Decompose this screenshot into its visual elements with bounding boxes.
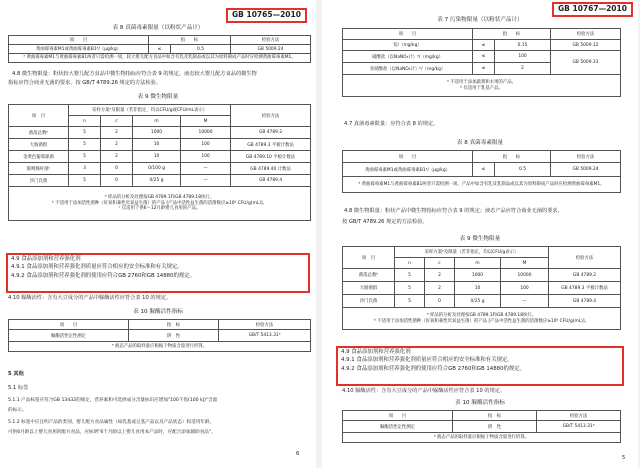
- table-cell: 1000: [133, 127, 181, 139]
- table-header-cell: 指 标: [453, 411, 537, 421]
- clause-4-9-heading: 4.9 食品添加剂和营养强化剂: [11, 256, 81, 262]
- table-header-cell: 检验方法: [231, 105, 311, 127]
- table-cell: ≤: [473, 63, 495, 75]
- table-header-cell: 采样方案ᵃ及限量（若非指定，均以CFU/g表示）: [395, 247, 549, 258]
- highlight-box-4-9: [336, 346, 624, 386]
- table-cell: 2: [495, 63, 551, 75]
- table-cell: GB/T 5413.31ᵃ: [219, 330, 311, 342]
- highlight-box-4-9: [6, 253, 310, 293]
- page-number: 5: [622, 455, 626, 461]
- right-page: [322, 0, 638, 468]
- table-cell: GB 4789.4: [549, 295, 621, 308]
- clause-4-8-line2: 指标应符合商业无菌的要求，按 GB/T 4789.26 规定的方法检验。: [8, 80, 162, 86]
- table-cell: GB 4789.2: [549, 269, 621, 282]
- table-cell: 大肠菌群: [9, 139, 69, 151]
- table-cell: 黄曲霉毒素M1或黄曲霉毒素B1ᵃ/（μg/kg）: [9, 45, 149, 54]
- table-header-cell: M: [181, 116, 231, 127]
- table-row: [9, 163, 311, 175]
- table-note: ᵃ 液态产品的取样量应根据干物质含量进行折算。: [9, 342, 311, 352]
- table-cell: ≤: [473, 163, 495, 177]
- left-page: [0, 0, 316, 468]
- table-cell: 2: [425, 282, 455, 295]
- table-cell: 2: [101, 127, 133, 139]
- table-cell: 脲酶活性定性测定: [9, 330, 129, 342]
- table-cell: —: [181, 175, 231, 187]
- table-header-cell: M: [501, 258, 549, 269]
- table10-caption: 表 10 脲酶活性指标: [455, 400, 505, 406]
- clause-4-8-line1: 4.8 微生物限量：粉状较大婴儿配方食品中微生物指标应符合表 9 的规定，液态较大婴儿配方食品的微生物: [12, 71, 257, 77]
- table-header-cell: 项 目: [9, 105, 69, 127]
- table-cell: —: [501, 295, 549, 308]
- table-cell: GB 4789.2: [231, 127, 311, 139]
- table-header-cell: 检验方法: [537, 411, 621, 421]
- clause-5-1: 5.1 标签: [8, 385, 29, 391]
- table-header-cell: 指 标: [129, 320, 219, 330]
- table-header-cell: n: [69, 116, 101, 127]
- table-cell: 硝酸盐（以NaNO₃计）ᵃ/（mg/kg）: [343, 51, 473, 63]
- table-row: [9, 127, 311, 139]
- table-cell: 脲酶活性定性测定: [343, 421, 453, 433]
- table-note: ᵃ 不适用于添加蔬菜和水果的产品。: [447, 79, 516, 85]
- table-header-cell: 检验方法: [219, 320, 311, 330]
- table-header-cell: n: [395, 258, 425, 269]
- clause-4-9-heading: 4.9 食品添加剂和营养强化剂: [341, 349, 411, 355]
- table-note: ᵃ 液态产品的取样量应根据干物质含量进行折算。: [343, 433, 621, 443]
- clause-4-9-2: 4.9.2 食品添加剂和营养强化剂的使用应符合GB 2760和GB 14880的规定。: [11, 272, 196, 279]
- table-note: ᶜ 仅适用于供6～12月龄婴儿食用的产品。: [118, 206, 201, 212]
- table-cell: 5: [69, 139, 101, 151]
- table-cell: GB 5009.12: [551, 40, 621, 51]
- table-cell: GB 4789.40 计数法: [231, 163, 311, 175]
- table-header-cell: m: [133, 116, 181, 127]
- table-cell: ≤: [473, 40, 495, 51]
- standard-number-badge: GB 10765—2010: [226, 8, 307, 23]
- table7-caption: 表 7 污染物限量（以粉状产品计）: [437, 17, 523, 23]
- table-header-cell: 指 标: [473, 29, 551, 40]
- table-cell: 0/100 g: [133, 163, 181, 175]
- table-header-cell: 项 目: [343, 29, 473, 40]
- clause-4-10: 4.10 脲酶活性：含有大豆成分的产品中脲酶活性应符合表 10 的规定。: [8, 295, 172, 301]
- table-cell: 0: [101, 163, 133, 175]
- table-row: [343, 282, 621, 295]
- clause-4-7: 4.7 真菌毒素限量：应符合表 8 的规定。: [344, 121, 439, 127]
- table9-caption: 表 9 微生物限量: [137, 94, 179, 100]
- table-cell: 0/25 g: [455, 295, 501, 308]
- table-cell: 10: [455, 282, 501, 295]
- table9: [8, 104, 311, 221]
- table-cell: GB 5009.24: [231, 45, 311, 54]
- table-row: [343, 40, 621, 51]
- table-notes: [9, 187, 311, 221]
- table-cell: 2: [425, 269, 455, 282]
- table-cell: 0: [425, 295, 455, 308]
- table8: [8, 35, 311, 63]
- table-header-cell: 项 目: [343, 151, 473, 163]
- table-cell: 5: [69, 127, 101, 139]
- table-header-cell: 采样方案ᵃ及限量（若非指定，均以CFU/g或CFU/mL表示）: [69, 105, 231, 116]
- table-cell: 0: [101, 175, 133, 187]
- section-5-heading: 5 其他: [8, 371, 24, 377]
- table-cell: 大肠菌群: [343, 282, 395, 295]
- table-header-cell: 项 目: [343, 411, 453, 421]
- table-note: ᵃ 黄曲霉毒素M1与黄曲霉毒素B1两者只需检测一项，产品中如含有乳及乳制品或以其为原料制成产品时应检测黄曲霉毒素M1。: [343, 177, 621, 193]
- table-note: ᵃ 样品的分析及处理按GB 4789.1和GB 4789.18执行。: [104, 194, 215, 200]
- table-cell: GB 5009.33: [551, 51, 621, 75]
- clause-4-9-1: 4.9.1 食品添加剂和营养强化剂质量应符合相应的安全标准和有关规定。: [341, 357, 513, 364]
- table-cell: 5: [395, 269, 425, 282]
- table-note: ᵇ 仅适用于乳基产品。: [460, 85, 503, 91]
- table-cell: ≤: [473, 51, 495, 63]
- table-cell: 10000: [501, 269, 549, 282]
- table-cell: GB/T 5413.31ᵃ: [537, 421, 621, 433]
- table8-caption: 表 8 真菌毒素限量: [456, 140, 504, 146]
- table-row: [343, 269, 621, 282]
- table-note: ᵇ 不适用于添加活性菌种（好氧和兼性厌氧益生菌）的产品 [产品中活性益生菌的活菌数应≥10⁶ CFU/g(mL)]。: [374, 318, 589, 324]
- clause-5-1-2-line1: 5.1.2 标签中应注明产品的类别、婴儿配方食品属性（如乳基或豆基产品以及产品状态）和适用年龄。: [8, 420, 215, 425]
- table-header-cell: c: [425, 258, 455, 269]
- table-cell: 阴 性: [129, 330, 219, 342]
- table-cell: GB 4789.10 平板计数法: [231, 151, 311, 163]
- table-cell: 0.15: [495, 40, 551, 51]
- table-cell: GB 4789.3 平板计数法: [231, 139, 311, 151]
- table-cell: GB 4789.4: [231, 175, 311, 187]
- table8: [342, 150, 621, 193]
- table-notes: [343, 75, 621, 97]
- clause-5-1-1-line1: 5.1.1 产品标签应符合GB 13432的规定，营养素和可选择成分含量标识应增加"100千焦(100 kJ)"含量: [8, 398, 218, 403]
- table-cell: 5: [395, 282, 425, 295]
- table-cell: 10000: [181, 127, 231, 139]
- table-cell: 菌落总数ᵇ: [9, 127, 69, 139]
- clause-4-8-line1: 4.8 微生物限量：粉状产品中微生物指标应符合表 9 的规定；液态产品应符合商业无菌的要求，: [344, 208, 563, 214]
- table-cell: 沙门氏菌: [343, 295, 395, 308]
- table-cell: 5: [69, 175, 101, 187]
- table-cell: —: [181, 163, 231, 175]
- table-cell: 阪崎肠杆菌ᶜ: [9, 163, 69, 175]
- table-cell: 10: [133, 151, 181, 163]
- table-cell: 3: [69, 163, 101, 175]
- table-cell: 阴 性: [453, 421, 537, 433]
- table-cell: 2: [101, 139, 133, 151]
- table-cell: 100: [501, 282, 549, 295]
- table10-caption: 表 10 脲酶活性指标: [133, 309, 183, 315]
- table10: [342, 410, 621, 443]
- table-cell: 100: [181, 151, 231, 163]
- table-cell: GB 4789.3 平板计数法: [549, 282, 621, 295]
- table-cell: 金黄色葡萄球菌: [9, 151, 69, 163]
- table-note: ᵃ 黄曲霉毒素M1与黄曲霉毒素B1两者只需检测一项，较大婴儿配方食品中如含有乳及乳制品或以其为原料制成产品时应检测黄曲霉毒素M1。: [9, 54, 311, 63]
- table-cell: 菌落总数ᵇ: [343, 269, 395, 282]
- clause-4-9-2: 4.9.2 食品添加剂和营养强化剂的使用应符合GB 2760和GB 14880的规定。: [341, 365, 526, 372]
- table-header-cell: 检验方法: [549, 247, 621, 269]
- standard-number-badge: GB 10767—2010: [552, 2, 633, 17]
- table-cell: 100: [495, 51, 551, 63]
- table-cell: 5: [395, 295, 425, 308]
- table-cell: 0.5: [171, 45, 231, 54]
- table-cell: 1000: [455, 269, 501, 282]
- table9-caption: 表 9 微生物限量: [459, 236, 501, 242]
- table-row: [9, 139, 311, 151]
- table-header-cell: 检验方法: [231, 36, 311, 45]
- table8-caption: 表 8 真菌毒素限量（以粉状产品计）: [112, 25, 204, 31]
- table7: [342, 28, 621, 97]
- table-cell: GB 5009.24: [551, 163, 621, 177]
- table-row: [9, 175, 311, 187]
- table9: [342, 246, 621, 330]
- table-cell: ≤: [149, 45, 171, 54]
- table-row: [343, 295, 621, 308]
- table-cell: 0.5: [495, 163, 551, 177]
- table-header-cell: m: [455, 258, 501, 269]
- clause-4-8-line2: 按 GB/T 4789.26 规定的方法检验。: [342, 219, 428, 225]
- clause-4-9-1: 4.9.1 食品添加剂和营养强化剂质量应符合相应的安全标准和有关规定。: [11, 264, 183, 271]
- table-cell: 10: [133, 139, 181, 151]
- table-note: ᵇ 不适用于添加活性菌种（好氧和兼性厌氧益生菌）的产品 [产品中活性益生菌的活菌数应≥10⁶ CFU/g(mL)]。: [52, 200, 268, 206]
- table10: [8, 319, 311, 352]
- table-header-cell: 项 目: [9, 320, 129, 330]
- table-header-cell: 指 标: [149, 36, 231, 45]
- table-cell: 100: [181, 139, 231, 151]
- table-cell: 2: [101, 151, 133, 163]
- table-cell: 铅/（mg/kg）: [343, 40, 473, 51]
- clause-5-1-1-line2: 的标示。: [8, 408, 27, 413]
- table-header-cell: 项 目: [9, 36, 149, 45]
- table-note: ᵃ 样品的分析及处理按GB 4789.1和GB 4789.18执行。: [426, 312, 537, 318]
- table-header-cell: 指 标: [473, 151, 551, 163]
- table-cell: 0/25 g: [133, 175, 181, 187]
- table-cell: 亚硝酸盐（以NaNO₂计）ᵇ/（mg/kg）: [343, 63, 473, 75]
- table-row: [9, 151, 311, 163]
- table-row: [343, 51, 621, 63]
- table-cell: 5: [69, 151, 101, 163]
- table-header-cell: 检验方法: [551, 29, 621, 40]
- clause-4-10: 4.10 脲酶活性：含有大豆成分的产品中脲酶活性应符合表 10 的规定。: [342, 388, 506, 394]
- table-header-cell: 检验方法: [551, 151, 621, 163]
- table-notes: [343, 308, 621, 330]
- table-cell: 黄曲霉毒素M1或黄曲霉毒素B1ᵃ/（μg/kg）: [343, 163, 473, 177]
- table-header-cell: 项 目: [343, 247, 395, 269]
- table-cell: 沙门氏菌: [9, 175, 69, 187]
- page-number: 6: [296, 451, 300, 457]
- clause-5-1-2-line2: 可供6月龄以上婴儿食用的配方食品，应标明"6个月龄以上婴儿食用本产品时，应配合添加辅助食品"。: [8, 430, 216, 435]
- table-header-cell: c: [101, 116, 133, 127]
